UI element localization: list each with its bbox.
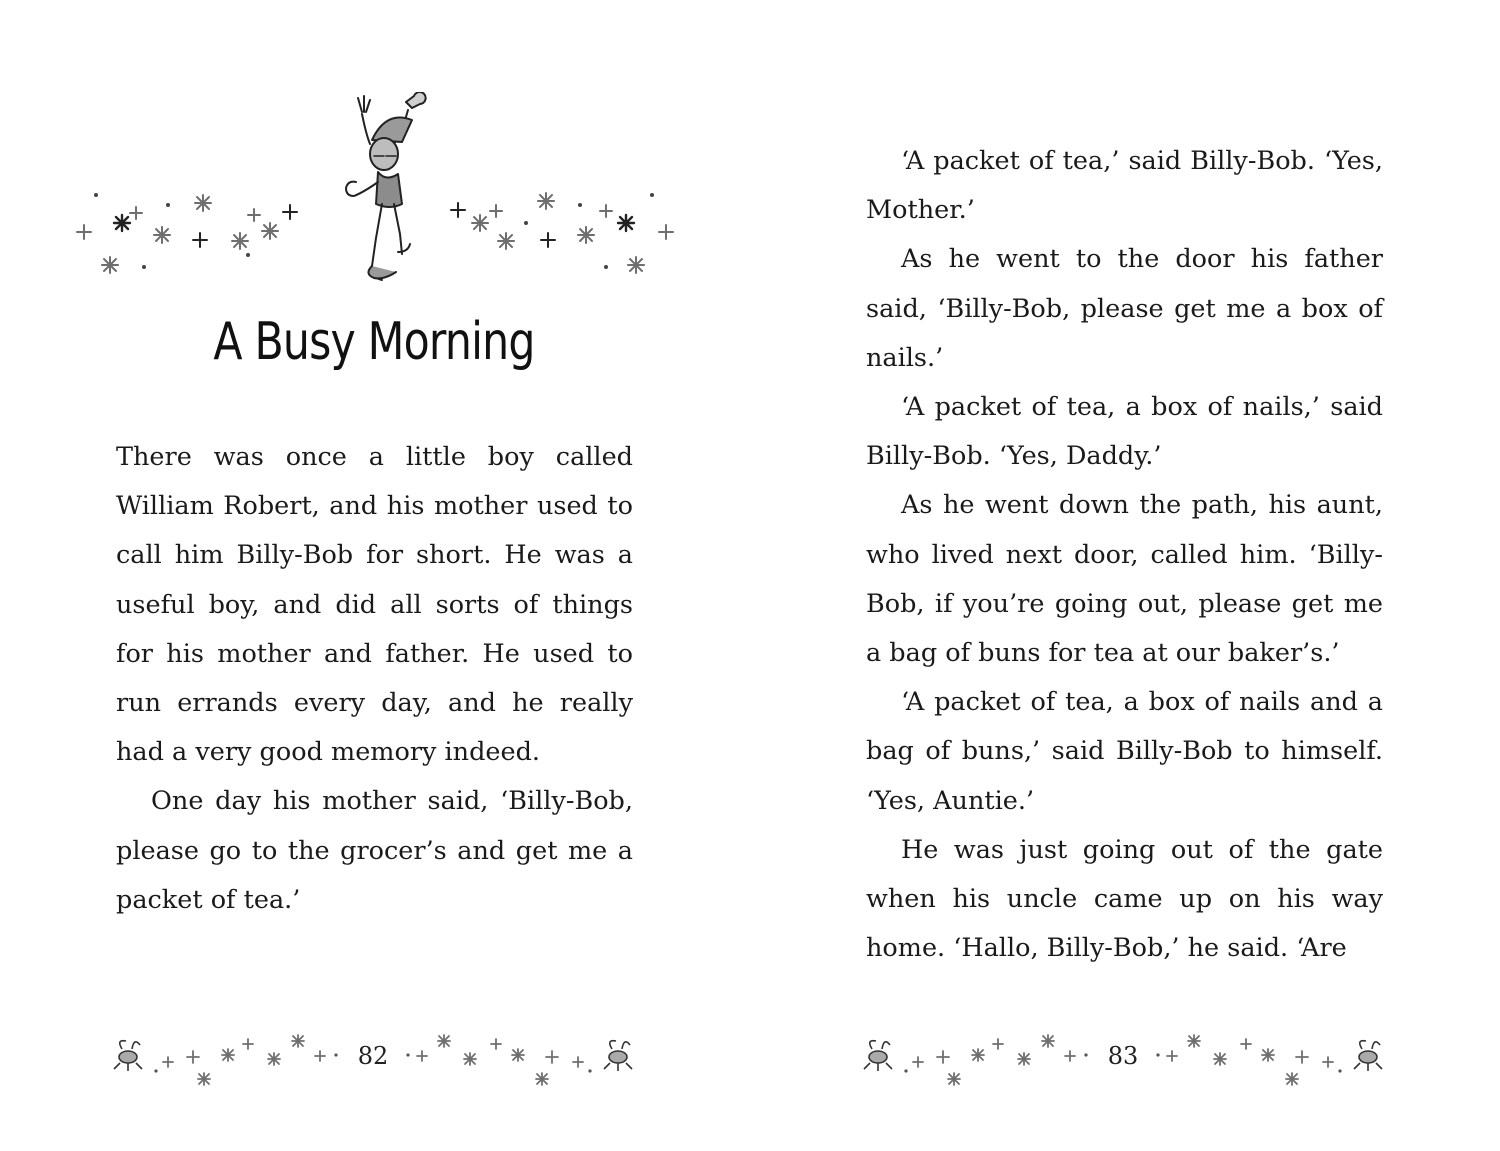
- paragraph: ‘A packet of tea,’ said Billy-Bob. ‘Yes, Mother.’: [866, 146, 1383, 226]
- page-footer: [108, 1025, 648, 1095]
- paragraph: As he went to the door his father said, ‘Billy-Bob, please get me a box of nails.’: [866, 244, 1383, 373]
- bee-icon: [1354, 1041, 1382, 1071]
- paragraph: He was just going out of the gate when his uncle came up on his way home. ‘Hallo, Billy-Bob,’ he said. ‘Are: [866, 834, 1383, 964]
- bee-icon: [114, 1041, 142, 1071]
- right-page-text: [866, 137, 1383, 973]
- paragraph: ‘A packet of tea, a box of nails,’ said Billy-Bob. ‘Yes, Daddy.’: [866, 392, 1383, 472]
- page-number: 82: [357, 1042, 389, 1070]
- page-footer: [858, 1025, 1398, 1095]
- page-number: 83: [1107, 1042, 1139, 1070]
- paragraph: One day his mother said, ‘Billy-Bob, please go to the grocer’s and get me a packet of tea.’: [116, 786, 633, 915]
- chapter-title: A Busy Morning: [213, 312, 535, 372]
- paragraph: There was once a little boy called William Robert, and his mother used to call him Billy-Bob for short. He was a useful boy, and did all sorts of things for his mother and father. He used to run errands every day, and he really had a very good memory indeed.: [116, 442, 633, 768]
- bee-icon: [864, 1041, 892, 1071]
- right-page: [750, 0, 1500, 1151]
- paragraph: ‘A packet of tea, a box of nails and a bag of buns,’ said Billy-Bob to himself. ‘Yes, Auntie.’: [866, 687, 1383, 816]
- sparkles-left-icon: [70, 185, 310, 285]
- elf-juggling-illustration: [328, 92, 432, 302]
- paragraph: As he went down the path, his aunt, who lived next door, called him. ‘Billy-Bob, if you’re going out, please get me a bag of buns for tea at our baker’s.’: [866, 490, 1383, 669]
- left-page-text: [116, 433, 633, 925]
- bee-icon: [604, 1041, 632, 1071]
- sparkles-right-icon: [440, 185, 680, 285]
